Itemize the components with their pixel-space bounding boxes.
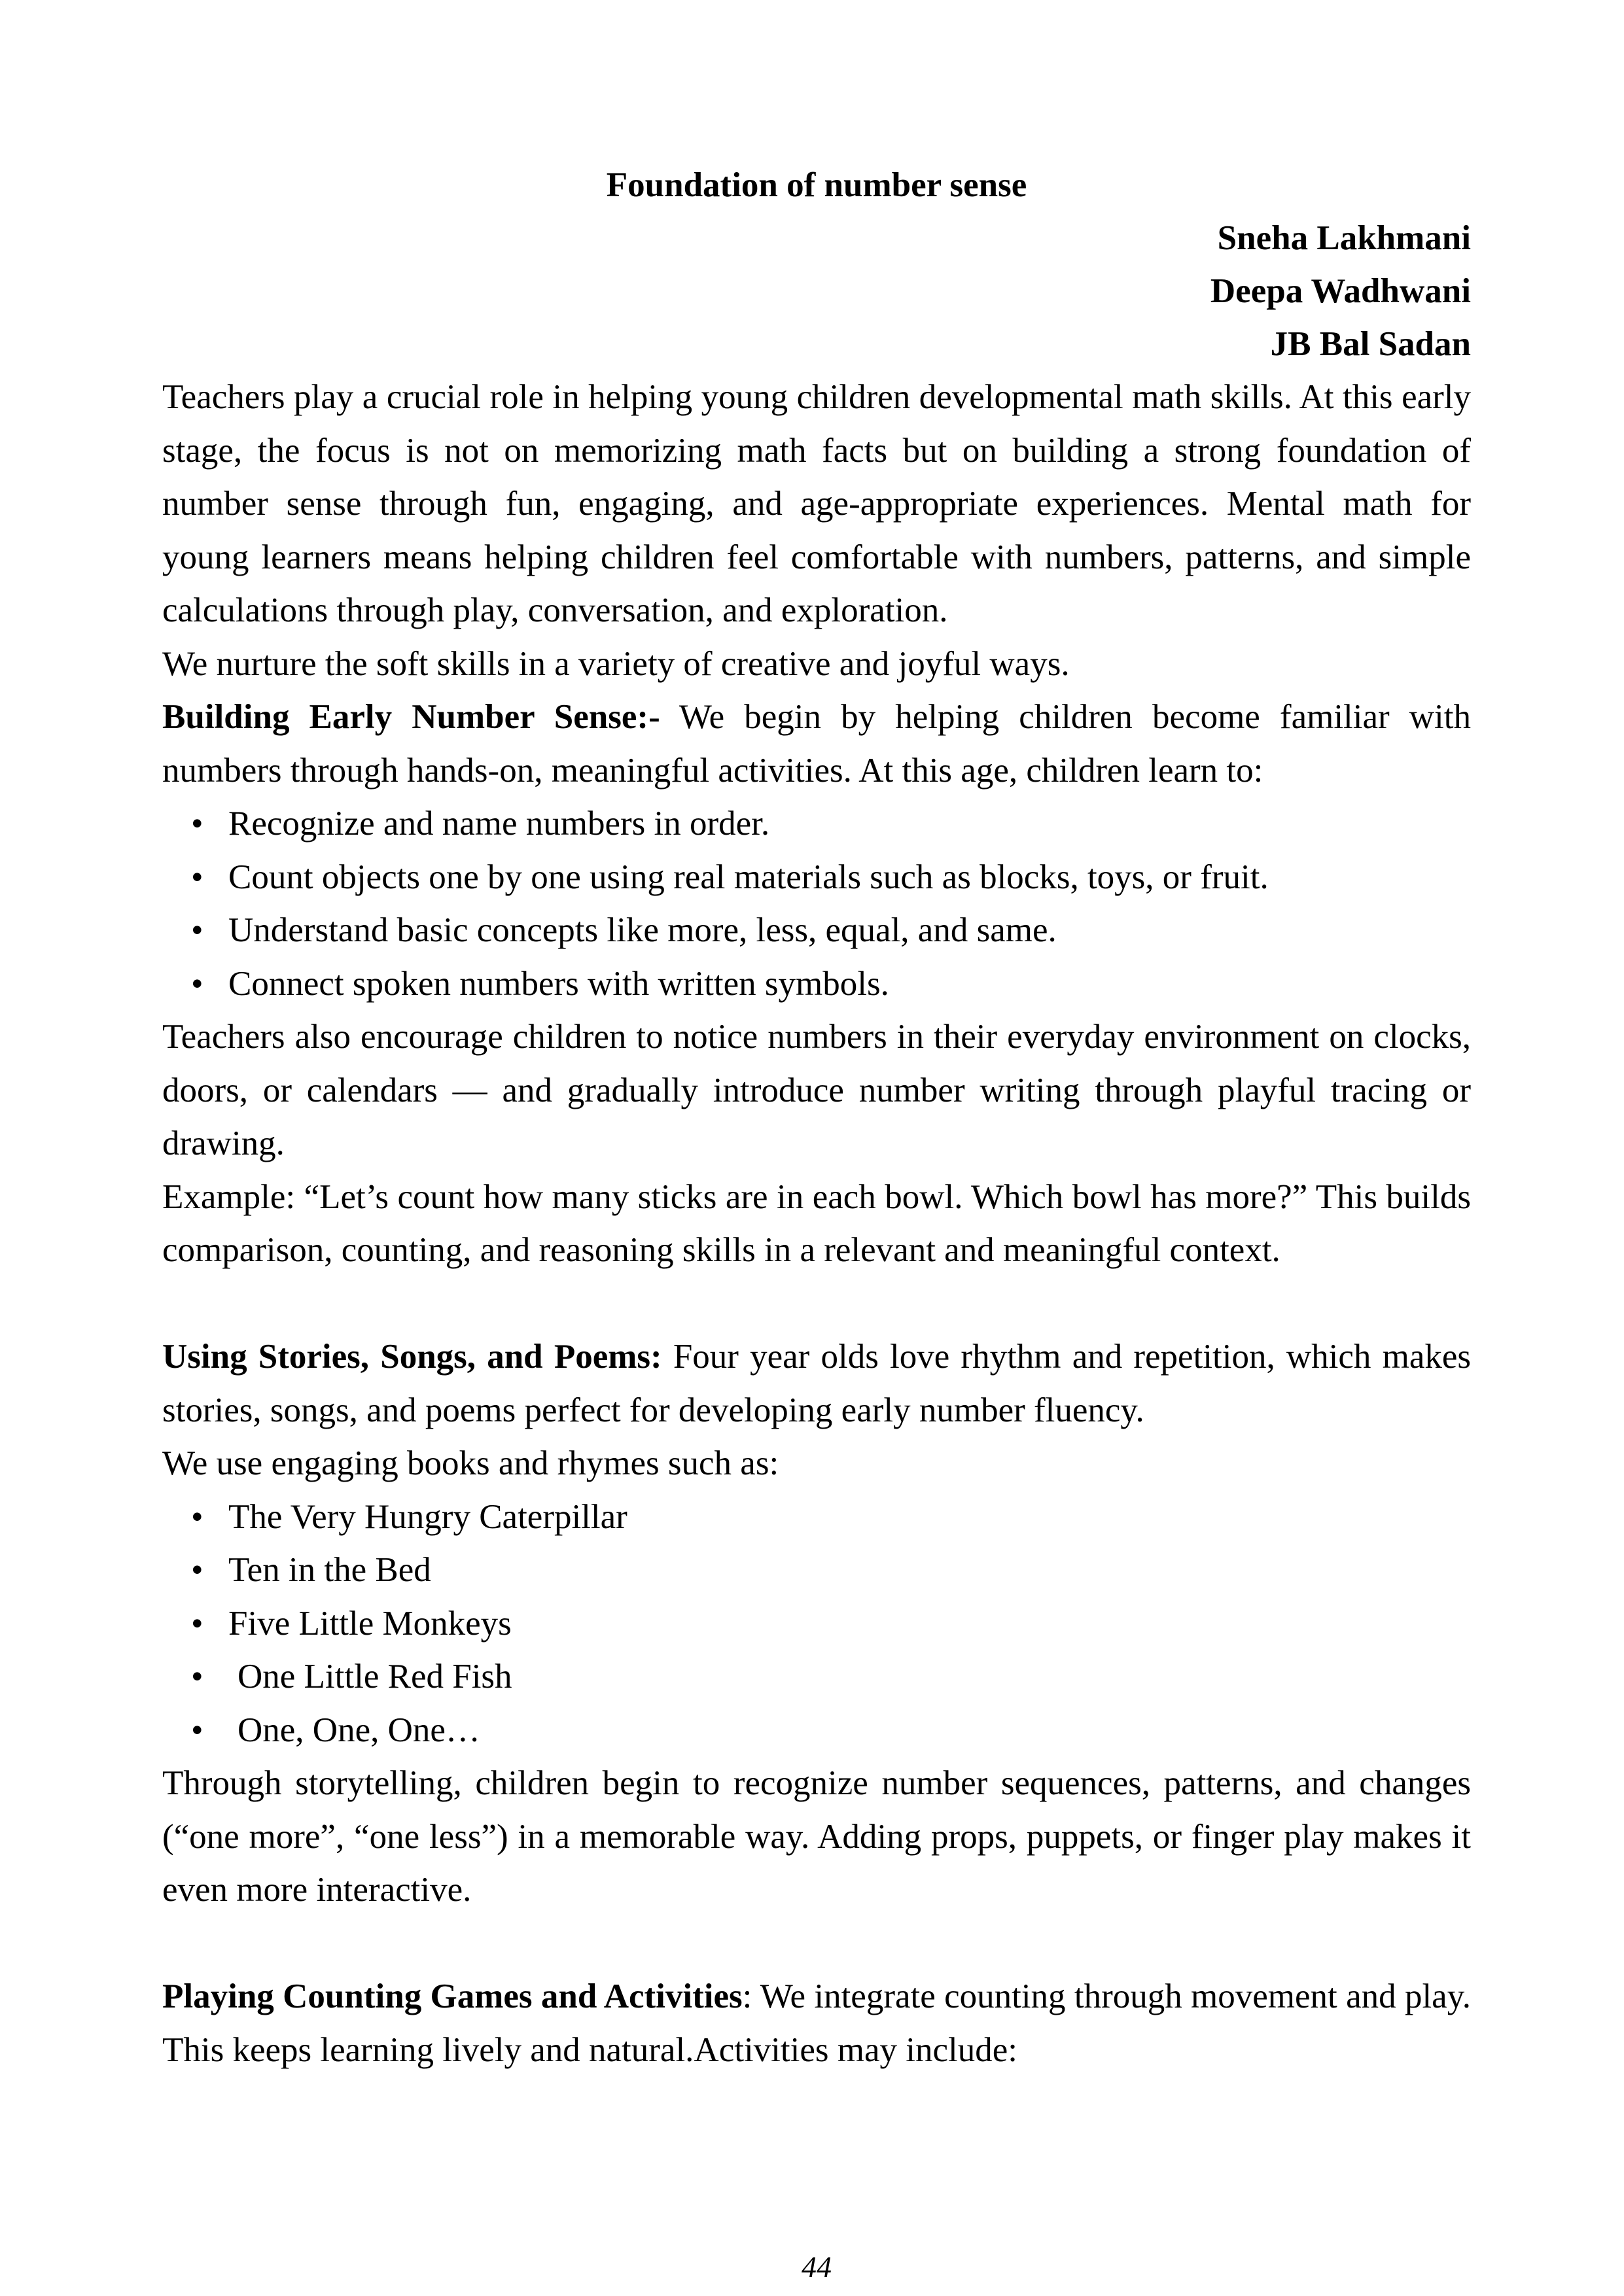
body-paragraph: Teachers also encourage children to notice numbers in their everyday environment on clocks, doors, or calendars — and gradually introduce number writing through playful tracing or drawing.	[162, 1018, 1471, 1162]
intro-paragraph: Teachers play a crucial role in helping young children developmental math skills. At this early stage, the focus is not on memorizing math facts but on building a strong foundation of number sense through fun, engaging, and age-appropriate experiences. Mental math for young learners means helping children feel comfortable with numbers, patterns, and simple calculations through play, conversation, and exploration.	[162, 378, 1471, 629]
example-paragraph: Example: “Let’s count how many sticks are in each bowl. Which bowl has more?” This builds comparison, counting, and reasoning skills in a relevant and meaningful context.	[162, 1177, 1471, 1269]
article-body	[162, 371, 1471, 2077]
section-text: Four year olds love rhythm and repetition, which makes stories, songs, and poems perfect for developing early number fluency.	[162, 1338, 1471, 1429]
bullet-icon: •	[191, 1497, 203, 1536]
bullet-icon: •	[191, 858, 203, 896]
page-title: Foundation of number sense	[606, 166, 1027, 204]
section-heading: Building Early Number Sense:-	[162, 698, 660, 736]
author-name: Deepa Wadhwani	[1210, 272, 1471, 310]
bullet-list	[162, 797, 1471, 1011]
section-paragraph	[162, 691, 1471, 797]
list-item: • Count objects one by one using real materials such as blocks, toys, or fruit.	[162, 851, 1471, 905]
list-item: • One, One, One…	[162, 1704, 1471, 1758]
bullet-icon: •	[191, 1658, 203, 1696]
bullet-icon: •	[191, 964, 203, 1003]
list-item: • Connect spoken numbers with written symbols.	[162, 958, 1471, 1011]
section-paragraph	[162, 1970, 1471, 2077]
list-item: • One Little Red Fish	[162, 1650, 1471, 1704]
list-item: • Ten in the Bed	[162, 1544, 1471, 1597]
paragraph-gap	[162, 1917, 1471, 1971]
author-name: Sneha Lakhmani	[1217, 219, 1471, 257]
paragraph-gap	[162, 1278, 1471, 1331]
body-paragraph: Through storytelling, children begin to recognize number sequences, patterns, and changes (“one more”, “one less”) in a memorable way. Adding props, puppets, or finger play makes it even more interactive.	[162, 1764, 1471, 1909]
bullet-list	[162, 1491, 1471, 1758]
list-item: • The Very Hungry Caterpillar	[162, 1491, 1471, 1544]
section-paragraph	[162, 1331, 1471, 1437]
author-affiliation: JB Bal Sadan	[1270, 325, 1471, 363]
section-heading: Playing Counting Games and Activities	[162, 1977, 743, 2015]
bullet-icon: •	[191, 911, 203, 949]
bullet-icon: •	[191, 1604, 203, 1643]
list-item: • Recognize and name numbers in order.	[162, 797, 1471, 851]
section-text: : We integrate counting through movement and play. This keeps learning lively and natural.Activities may include:	[162, 1977, 1471, 2069]
section-text: We begin by helping children become familiar with numbers through hands-on, meaningful activities. At this age, children learn to:	[162, 698, 1471, 790]
body-paragraph: We use engaging books and rhymes such as:	[162, 1444, 779, 1482]
list-item: • Understand basic concepts like more, less, equal, and same.	[162, 904, 1471, 958]
bullet-icon: •	[191, 1551, 203, 1589]
intro-paragraph: We nurture the soft skills in a variety of creative and joyful ways.	[162, 644, 1070, 683]
section-heading: Using Stories, Songs, and Poems:	[162, 1338, 662, 1376]
page-number: 44	[802, 2250, 832, 2284]
list-item: • Five Little Monkeys	[162, 1597, 1471, 1651]
bullet-icon: •	[191, 805, 203, 843]
bullet-icon: •	[191, 1711, 203, 1749]
